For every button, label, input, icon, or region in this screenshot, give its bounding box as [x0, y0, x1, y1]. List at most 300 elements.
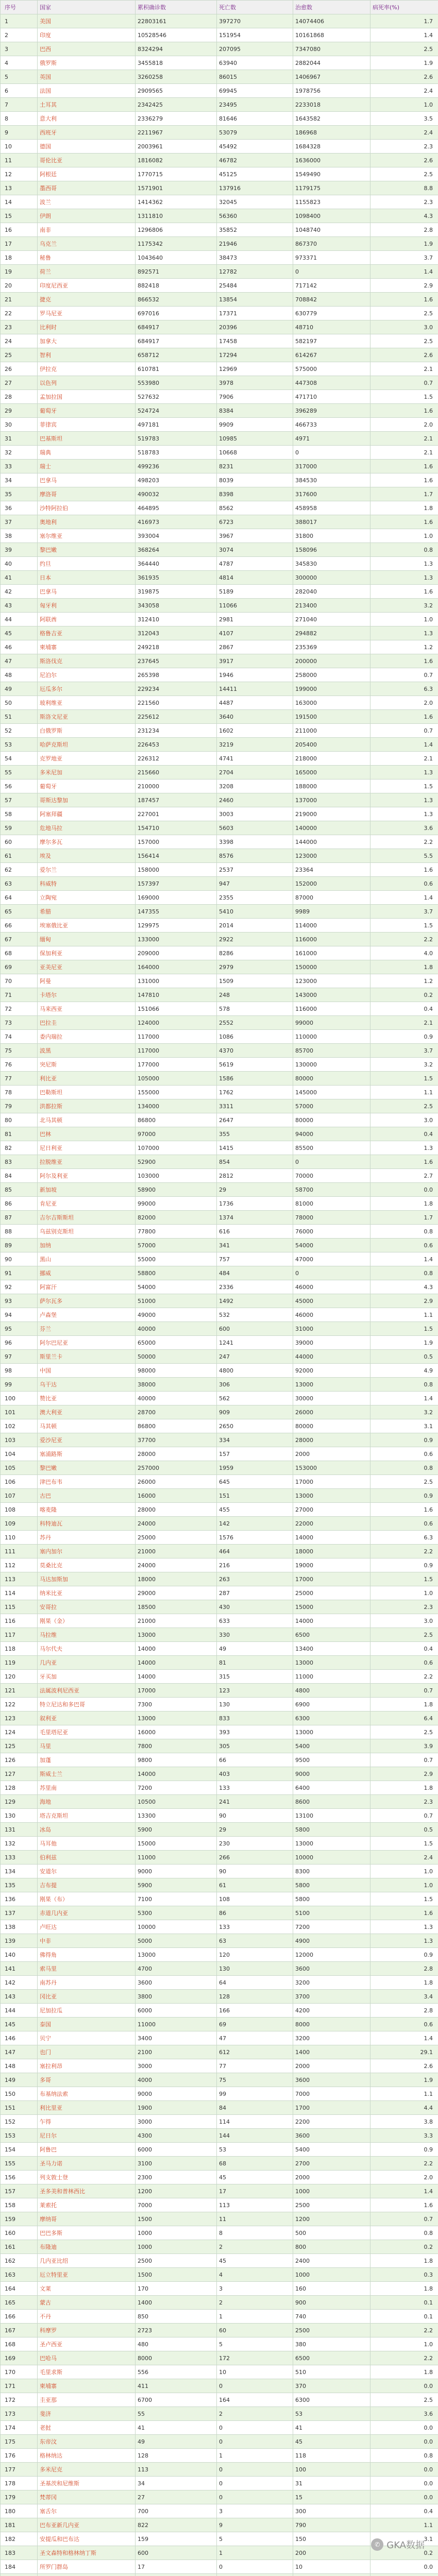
cell-deaths: 1 [217, 2310, 293, 2324]
cell-country: 阿曼 [38, 974, 136, 988]
table-row [1, 1628, 438, 1642]
cell-index: 99 [1, 1378, 38, 1392]
cell-confirmed: 9800 [136, 1753, 217, 1767]
table-row [1, 1572, 438, 1586]
cell-recovered: 3700 [293, 1990, 370, 2004]
cell-deaths: 53079 [217, 126, 293, 140]
cell-fatality-rate: 0.2 [370, 2240, 438, 2254]
cell-deaths: 397270 [217, 14, 293, 28]
cell-recovered: 15 [293, 2490, 370, 2504]
cell-deaths: 0 [217, 2421, 293, 2435]
cell-recovered: 380 [293, 2337, 370, 2351]
cell-recovered: 17000 [293, 1475, 370, 1489]
cell-deaths: 1509 [217, 974, 293, 988]
cell-country: 南苏丹 [38, 1976, 136, 1990]
table-row [1, 710, 438, 724]
cell-recovered: 13400 [293, 1642, 370, 1656]
table-row [1, 696, 438, 710]
cell-index: 9 [1, 126, 38, 140]
cell-deaths: 4 [217, 2268, 293, 2282]
cell-country: 阿联酋 [38, 613, 136, 626]
cell-index: 118 [1, 1642, 38, 1656]
cell-country: 苏丹 [38, 1531, 136, 1545]
cell-country: 马拉维 [38, 1628, 136, 1642]
cell-country: 所罗门群岛 [38, 2560, 136, 2574]
cell-deaths: 1946 [217, 668, 293, 682]
cell-fatality-rate: 0.0 [370, 1183, 438, 1197]
cell-deaths: 46782 [217, 154, 293, 167]
header-recovered: 治愈数 [293, 1, 370, 14]
cell-index: 125 [1, 1739, 38, 1753]
cell-index: 86 [1, 1197, 38, 1211]
cell-deaths: 2014 [217, 919, 293, 933]
cell-confirmed: 21000 [136, 1614, 217, 1628]
cell-recovered: 46000 [293, 1280, 370, 1294]
cell-recovered: 14000 [293, 1531, 370, 1545]
cell-fatality-rate: 2.6 [370, 348, 438, 362]
cell-country: 塞拉利昂 [38, 2059, 136, 2073]
cell-index: 13 [1, 181, 38, 195]
cell-country: 巴布亚新几内亚 [38, 2518, 136, 2532]
cell-index: 170 [1, 2365, 38, 2379]
table-row [1, 1169, 438, 1183]
cell-fatality-rate: 1.6 [370, 1906, 438, 1920]
cell-recovered: 163000 [293, 696, 370, 710]
cell-recovered: 575000 [293, 362, 370, 376]
cell-confirmed: 28000 [136, 1503, 217, 1517]
cell-index: 172 [1, 2393, 38, 2407]
cell-index: 16 [1, 223, 38, 237]
cell-confirmed: 21000 [136, 1545, 217, 1558]
cell-fatality-rate: 2.3 [370, 1600, 438, 1614]
cell-recovered: 582197 [293, 334, 370, 348]
cell-fatality-rate: 3.1 [370, 2532, 438, 2546]
cell-recovered: 153000 [293, 1461, 370, 1475]
cell-deaths: 137916 [217, 181, 293, 195]
cell-country: 摩洛哥 [38, 487, 136, 501]
cell-confirmed: 107000 [136, 1141, 217, 1155]
cell-fatality-rate: 0.7 [370, 668, 438, 682]
cell-fatality-rate: 0.0 [370, 2477, 438, 2490]
cell-confirmed: 86800 [136, 1113, 217, 1127]
cell-index: 47 [1, 654, 38, 668]
table-row [1, 2143, 438, 2157]
table-row [1, 432, 438, 446]
table-row [1, 1447, 438, 1461]
cell-fatality-rate: 2.1 [370, 752, 438, 766]
cell-confirmed: 1175342 [136, 237, 217, 251]
cell-deaths: 8039 [217, 473, 293, 487]
cell-fatality-rate: 1.4 [370, 2031, 438, 2045]
table-row [1, 70, 438, 84]
cell-fatality-rate: 0.6 [370, 1239, 438, 1252]
cell-confirmed: 1296806 [136, 223, 217, 237]
cell-index: 3 [1, 42, 38, 56]
table-row [1, 181, 438, 195]
cell-confirmed: 416973 [136, 515, 217, 529]
cell-deaths: 341 [217, 1239, 293, 1252]
cell-country: 利比亚 [38, 1072, 136, 1086]
cell-country: 突尼斯 [38, 1058, 136, 1072]
cell-country: 澳大利亚 [38, 1405, 136, 1419]
cell-deaths: 21946 [217, 237, 293, 251]
cell-deaths: 3003 [217, 807, 293, 821]
cell-deaths: 99 [217, 2087, 293, 2101]
cell-country: 北马其顿 [38, 1113, 136, 1127]
table-row [1, 724, 438, 738]
cell-fatality-rate: 1.8 [370, 960, 438, 974]
cell-index: 158 [1, 2198, 38, 2212]
cell-fatality-rate: 2.2 [370, 1670, 438, 1684]
cell-deaths: 330 [217, 1628, 293, 1642]
table-row [1, 2337, 438, 2351]
cell-index: 7 [1, 98, 38, 112]
cell-country: 罗马尼亚 [38, 307, 136, 320]
cell-country: 阿塞拜疆 [38, 807, 136, 821]
cell-fatality-rate: 1.3 [370, 571, 438, 585]
cell-index: 104 [1, 1447, 38, 1461]
cell-deaths: 14411 [217, 682, 293, 696]
cell-recovered: 396289 [293, 404, 370, 418]
cell-country: 加蓬 [38, 1753, 136, 1767]
cell-confirmed: 610781 [136, 362, 217, 376]
cell-country: 塞内加尔 [38, 1545, 136, 1558]
cell-confirmed: 892571 [136, 265, 217, 279]
cell-recovered: 1048740 [293, 223, 370, 237]
cell-deaths: 12969 [217, 362, 293, 376]
header-row [1, 1, 438, 14]
cell-recovered: 218000 [293, 752, 370, 766]
cell-deaths: 1 [217, 2546, 293, 2560]
cell-country: 白俄罗斯 [38, 724, 136, 738]
cell-fatality-rate: 0.9 [370, 1433, 438, 1447]
cell-recovered: 384530 [293, 473, 370, 487]
table-row [1, 1600, 438, 1614]
cell-index: 75 [1, 1044, 38, 1058]
cell-fatality-rate: 1.8 [370, 501, 438, 515]
cell-recovered: 219000 [293, 807, 370, 821]
cell-index: 59 [1, 821, 38, 835]
cell-recovered: 1643582 [293, 112, 370, 126]
cell-index: 166 [1, 2310, 38, 2324]
table-row [1, 1878, 438, 1892]
cell-country: 黎巴嫩 [38, 543, 136, 557]
cell-recovered: 48710 [293, 320, 370, 334]
cell-index: 135 [1, 1878, 38, 1892]
cell-recovered: 123000 [293, 974, 370, 988]
cell-recovered: 143000 [293, 988, 370, 1002]
cell-confirmed: 9000 [136, 1865, 217, 1878]
table-row [1, 1767, 438, 1781]
cell-country: 尼加拉瓜 [38, 2004, 136, 2018]
cell-country: 阿富汗 [38, 1280, 136, 1294]
cell-deaths: 8 [217, 2226, 293, 2240]
cell-fatality-rate: 1.3 [370, 626, 438, 640]
table-row [1, 2351, 438, 2365]
table-row [1, 1892, 438, 1906]
cell-country: 科威特 [38, 877, 136, 891]
cell-deaths: 8384 [217, 404, 293, 418]
table-row [1, 1058, 438, 1072]
table-row [1, 2282, 438, 2296]
cell-fatality-rate: 1.3 [370, 1934, 438, 1948]
cell-index: 160 [1, 2226, 38, 2240]
cell-country: 日本 [38, 571, 136, 585]
cell-confirmed: 155000 [136, 1086, 217, 1099]
cell-recovered: 13000 [293, 1837, 370, 1851]
cell-recovered: 1684328 [293, 140, 370, 154]
cell-fatality-rate: 3.7 [370, 905, 438, 919]
cell-deaths: 45 [217, 2171, 293, 2184]
cell-deaths: 20396 [217, 320, 293, 334]
cell-fatality-rate: 2.5 [370, 2393, 438, 2407]
cell-deaths: 10668 [217, 446, 293, 460]
cell-deaths: 10985 [217, 432, 293, 446]
cell-fatality-rate: 2.1 [370, 1016, 438, 1030]
cell-country: 布隆迪 [38, 2240, 136, 2254]
cell-index: 92 [1, 1280, 38, 1294]
table-row [1, 1225, 438, 1239]
table-row [1, 919, 438, 933]
cell-deaths: 130 [217, 1698, 293, 1711]
cell-fatality-rate: 3.7 [370, 251, 438, 265]
cell-country: 马来西亚 [38, 1002, 136, 1016]
table-row [1, 390, 438, 404]
cell-fatality-rate: 0.0 [370, 2560, 438, 2574]
cell-confirmed: 27 [136, 2490, 217, 2504]
cell-confirmed: 133000 [136, 933, 217, 946]
table-row [1, 1211, 438, 1225]
cell-deaths: 3219 [217, 738, 293, 752]
cell-fatality-rate: 1.6 [370, 460, 438, 473]
cell-confirmed: 237645 [136, 654, 217, 668]
cell-country: 尼日利亚 [38, 1141, 136, 1155]
cell-country: 比利时 [38, 320, 136, 334]
cell-confirmed: 124000 [136, 1016, 217, 1030]
cell-deaths: 1492 [217, 1294, 293, 1308]
cell-recovered: 282040 [293, 585, 370, 599]
cell-recovered: 3600 [293, 2129, 370, 2143]
cell-fatality-rate: 1.0 [370, 1586, 438, 1600]
cell-recovered: 900 [293, 2296, 370, 2310]
table-row [1, 1252, 438, 1266]
cell-recovered: 150 [293, 2532, 370, 2546]
cell-confirmed: 882418 [136, 279, 217, 293]
cell-deaths: 47 [217, 2031, 293, 2045]
cell-deaths: 10 [217, 2365, 293, 2379]
table-row [1, 98, 438, 112]
cell-fatality-rate: 0.1 [370, 2296, 438, 2310]
cell-fatality-rate: 1.8 [370, 1197, 438, 1211]
cell-deaths: 2460 [217, 793, 293, 807]
table-row [1, 752, 438, 766]
cell-index: 21 [1, 293, 38, 307]
cell-index: 100 [1, 1392, 38, 1405]
cell-fatality-rate: 2.5 [370, 1099, 438, 1113]
header-country: 国家 [38, 1, 136, 14]
cell-deaths: 8286 [217, 946, 293, 960]
cell-recovered: 144000 [293, 835, 370, 849]
cell-country: 加纳 [38, 1239, 136, 1252]
cell-fatality-rate: 1.6 [370, 710, 438, 724]
table-row [1, 501, 438, 515]
table-row [1, 2212, 438, 2226]
cell-recovered: 300000 [293, 571, 370, 585]
cell-index: 48 [1, 668, 38, 682]
table-row [1, 2059, 438, 2073]
cell-recovered: 7200 [293, 1920, 370, 1934]
cell-recovered: 740 [293, 2310, 370, 2324]
cell-country: 土耳其 [38, 98, 136, 112]
cell-fatality-rate: 2.5 [370, 1628, 438, 1642]
cell-confirmed: 25000 [136, 1531, 217, 1545]
cell-recovered: 2500 [293, 2198, 370, 2212]
table-row [1, 1030, 438, 1044]
cell-country: 莫桑比克 [38, 1558, 136, 1572]
table-row [1, 1294, 438, 1308]
cell-recovered: 31 [293, 2477, 370, 2490]
cell-index: 80 [1, 1113, 38, 1127]
cell-country: 冈比亚 [38, 1990, 136, 2004]
cell-country: 委内瑞拉 [38, 1030, 136, 1044]
cell-fatality-rate: 3.7 [370, 1044, 438, 1058]
cell-country: 尼泊尔 [38, 668, 136, 682]
table-row [1, 1350, 438, 1364]
cell-fatality-rate: 1.6 [370, 2198, 438, 2212]
cell-index: 102 [1, 1419, 38, 1433]
cell-index: 29 [1, 404, 38, 418]
table-row [1, 126, 438, 140]
cell-confirmed: 4000 [136, 2073, 217, 2087]
cell-fatality-rate: 6.3 [370, 682, 438, 696]
table-row [1, 2101, 438, 2115]
cell-index: 142 [1, 1976, 38, 1990]
cell-index: 157 [1, 2184, 38, 2198]
cell-confirmed: 2100 [136, 2045, 217, 2059]
cell-index: 76 [1, 1058, 38, 1072]
cell-country: 梵蒂冈 [38, 2490, 136, 2504]
table-row [1, 1934, 438, 1948]
cell-confirmed: 229234 [136, 682, 217, 696]
cell-recovered: 160 [293, 2282, 370, 2296]
cell-recovered: 1549490 [293, 167, 370, 181]
cell-index: 34 [1, 473, 38, 487]
cell-country: 亚美尼亚 [38, 960, 136, 974]
cell-confirmed: 518783 [136, 446, 217, 460]
cell-index: 62 [1, 863, 38, 877]
cell-country: 牙买加 [38, 1670, 136, 1684]
table-row [1, 460, 438, 473]
cell-confirmed: 7100 [136, 1892, 217, 1906]
table-row [1, 84, 438, 98]
cell-index: 70 [1, 974, 38, 988]
table-row [1, 1990, 438, 2004]
table-row [1, 1906, 438, 1920]
cell-country: 多哥 [38, 2073, 136, 2087]
cell-country: 美国 [38, 14, 136, 28]
cell-fatality-rate: 0.0 [370, 2463, 438, 2477]
cell-index: 41 [1, 571, 38, 585]
cell-fatality-rate: 1.3 [370, 793, 438, 807]
wechat-icon: ✆ [371, 2538, 383, 2551]
cell-deaths: 2867 [217, 640, 293, 654]
cell-deaths: 0 [217, 2560, 293, 2574]
cell-index: 179 [1, 2490, 38, 2504]
cell-index: 106 [1, 1475, 38, 1489]
cell-index: 17 [1, 237, 38, 251]
cell-recovered: 116000 [293, 933, 370, 946]
cell-confirmed: 169000 [136, 891, 217, 905]
cell-recovered: 7000 [293, 2087, 370, 2101]
cell-deaths: 17458 [217, 334, 293, 348]
cell-confirmed: 221560 [136, 696, 217, 710]
cell-confirmed: 1816082 [136, 154, 217, 167]
table-row [1, 1517, 438, 1531]
cell-deaths: 3311 [217, 1099, 293, 1113]
cell-recovered: 78000 [293, 1211, 370, 1225]
cell-index: 147 [1, 2045, 38, 2059]
cell-recovered: 137000 [293, 793, 370, 807]
cell-recovered: 80000 [293, 1113, 370, 1127]
cell-deaths: 1576 [217, 1531, 293, 1545]
cell-country: 纳米比亚 [38, 1586, 136, 1600]
cell-confirmed: 40000 [136, 1322, 217, 1336]
cell-recovered: 123000 [293, 849, 370, 863]
table-row [1, 1656, 438, 1670]
cell-index: 115 [1, 1600, 38, 1614]
cell-deaths: 305 [217, 1739, 293, 1753]
cell-deaths: 81646 [217, 112, 293, 126]
cell-recovered: 717142 [293, 279, 370, 293]
cell-index [1, 2574, 38, 2576]
cell-fatality-rate: 3.4 [370, 1990, 438, 2004]
cell-country: 海地 [38, 1795, 136, 1809]
cell-country: 赞比亚 [38, 1392, 136, 1405]
cell-recovered: 1400 [293, 2045, 370, 2059]
cell-index: 35 [1, 487, 38, 501]
cell-confirmed: 368264 [136, 543, 217, 557]
table-row [1, 320, 438, 334]
cell-recovered: 13000 [293, 1725, 370, 1739]
cell-confirmed: 55000 [136, 1252, 217, 1266]
table-row [1, 154, 438, 167]
cell-confirmed: 226453 [136, 738, 217, 752]
cell-deaths: 63 [217, 1934, 293, 1948]
cell-confirmed: 82000 [136, 1211, 217, 1225]
cell-fatality-rate: 2.8 [370, 2004, 438, 2018]
cell-deaths: 2 [217, 2240, 293, 2254]
cell-index: 91 [1, 1266, 38, 1280]
cell-country: 毛里求斯 [38, 2365, 136, 2379]
table-row [1, 529, 438, 543]
cell-confirmed: 209000 [136, 946, 217, 960]
table-row [1, 293, 438, 307]
cell-deaths: 45125 [217, 167, 293, 181]
cell-fatality-rate: 4.3 [370, 1280, 438, 1294]
cell-deaths: 32045 [217, 195, 293, 209]
cell-confirmed: 52900 [136, 1155, 217, 1169]
cell-index: 105 [1, 1461, 38, 1475]
cell-confirmed: 319875 [136, 585, 217, 599]
cell-fatality-rate: 0.9 [370, 2143, 438, 2157]
cell-country: 格林纳达 [38, 2449, 136, 2463]
cell-deaths: 0 [217, 2379, 293, 2393]
table-row [1, 223, 438, 237]
cell-fatality-rate: 0.0 [370, 2435, 438, 2449]
table-row [1, 654, 438, 668]
table-row [1, 807, 438, 821]
cell-recovered: 345830 [293, 557, 370, 571]
